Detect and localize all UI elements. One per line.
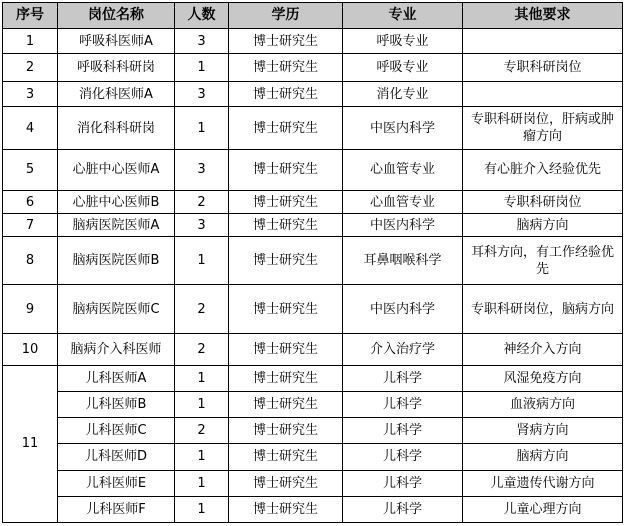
cell-major: 儿科学 (343, 496, 463, 522)
header-count: 人数 (175, 3, 229, 29)
cell-count: 3 (175, 82, 229, 107)
cell-requirements: 血液病方向 (463, 392, 623, 418)
cell-post: 消化科科研岗 (58, 107, 175, 149)
cell-post: 儿科医师E (58, 470, 175, 496)
cell-requirements (463, 29, 623, 54)
cell-post: 脑病医院医师B (58, 237, 175, 285)
cell-education: 博士研究生 (229, 285, 343, 333)
table-row (3, 190, 623, 213)
cell-post: 儿科医师A (58, 365, 175, 391)
cell-education: 博士研究生 (229, 214, 343, 237)
cell-no: 8 (3, 237, 58, 285)
cell-major: 消化专业 (343, 82, 463, 107)
cell-no: 4 (3, 107, 58, 149)
cell-requirements: 有心脏介入经验优先 (463, 149, 623, 190)
cell-requirements: 专职科研岗位 (463, 54, 623, 82)
cell-count: 1 (175, 496, 229, 522)
table-row (3, 29, 623, 54)
cell-major: 心血管专业 (343, 190, 463, 213)
cell-requirements: 专职科研岗位，脑病方向 (463, 285, 623, 333)
header-row (3, 3, 623, 29)
cell-education: 博士研究生 (229, 190, 343, 213)
cell-requirements: 脑病方向 (463, 214, 623, 237)
header-major: 专业 (343, 3, 463, 29)
cell-education: 博士研究生 (229, 54, 343, 82)
cell-post: 儿科医师C (58, 418, 175, 444)
cell-count: 1 (175, 470, 229, 496)
recruitment-table (2, 2, 623, 523)
cell-education: 博士研究生 (229, 333, 343, 365)
cell-major: 耳鼻咽喉科学 (343, 237, 463, 285)
cell-education: 博士研究生 (229, 82, 343, 107)
cell-major: 介入治疗学 (343, 333, 463, 365)
cell-no: 3 (3, 82, 58, 107)
table-row (3, 285, 623, 333)
table-row (3, 214, 623, 237)
table-row (3, 82, 623, 107)
cell-count: 2 (175, 285, 229, 333)
cell-requirements: 专职科研岗位 (463, 190, 623, 213)
cell-major: 中医内科学 (343, 285, 463, 333)
cell-education: 博士研究生 (229, 237, 343, 285)
table-row (3, 365, 623, 391)
header-requirements: 其他要求 (463, 3, 623, 29)
cell-requirements: 风湿免疫方向 (463, 365, 623, 391)
cell-major: 儿科学 (343, 470, 463, 496)
cell-major: 儿科学 (343, 365, 463, 391)
cell-post: 心脏中心医师A (58, 149, 175, 190)
cell-requirements: 脑病方向 (463, 444, 623, 470)
cell-post: 脑病医院医师C (58, 285, 175, 333)
cell-major: 呼吸专业 (343, 54, 463, 82)
cell-count: 3 (175, 214, 229, 237)
cell-requirements: 神经介入方向 (463, 333, 623, 365)
cell-post: 脑病介入科医师 (58, 333, 175, 365)
cell-major: 心血管专业 (343, 149, 463, 190)
cell-education: 博士研究生 (229, 29, 343, 54)
cell-education: 博士研究生 (229, 444, 343, 470)
cell-count: 1 (175, 365, 229, 391)
cell-major: 儿科学 (343, 418, 463, 444)
cell-post: 儿科医师B (58, 392, 175, 418)
cell-education: 博士研究生 (229, 496, 343, 522)
cell-requirements: 儿童遗传代谢方向 (463, 470, 623, 496)
header-no: 序号 (3, 3, 58, 29)
cell-count: 3 (175, 149, 229, 190)
cell-post: 脑病医院医师A (58, 214, 175, 237)
table-row (3, 54, 623, 82)
cell-count: 1 (175, 444, 229, 470)
cell-education: 博士研究生 (229, 392, 343, 418)
cell-post: 呼吸科科研岗 (58, 54, 175, 82)
cell-count: 1 (175, 392, 229, 418)
cell-count: 1 (175, 54, 229, 82)
cell-post: 心脏中心医师B (58, 190, 175, 213)
cell-major: 中医内科学 (343, 107, 463, 149)
table-row (3, 470, 623, 496)
table-row (3, 237, 623, 285)
cell-requirements: 儿童心理方向 (463, 496, 623, 522)
cell-count: 1 (175, 107, 229, 149)
cell-count: 3 (175, 29, 229, 54)
cell-no: 10 (3, 333, 58, 365)
cell-major: 儿科学 (343, 444, 463, 470)
header-post: 岗位名称 (58, 3, 175, 29)
table-row (3, 392, 623, 418)
table-row (3, 418, 623, 444)
cell-no: 2 (3, 54, 58, 82)
cell-education: 博士研究生 (229, 365, 343, 391)
cell-major: 儿科学 (343, 392, 463, 418)
cell-post: 儿科医师D (58, 444, 175, 470)
cell-requirements: 专职科研岗位，肝病或肿瘤方向 (463, 107, 623, 149)
cell-count: 1 (175, 237, 229, 285)
cell-no: 6 (3, 190, 58, 213)
cell-count: 2 (175, 418, 229, 444)
table-row (3, 496, 623, 522)
cell-requirements: 肾病方向 (463, 418, 623, 444)
cell-no: 5 (3, 149, 58, 190)
header-education: 学历 (229, 3, 343, 29)
cell-post: 儿科医师F (58, 496, 175, 522)
cell-no: 1 (3, 29, 58, 54)
cell-no: 11 (3, 365, 58, 522)
cell-major: 中医内科学 (343, 214, 463, 237)
cell-no: 9 (3, 285, 58, 333)
cell-no: 7 (3, 214, 58, 237)
table-row (3, 107, 623, 149)
cell-education: 博士研究生 (229, 470, 343, 496)
cell-education: 博士研究生 (229, 149, 343, 190)
cell-post: 呼吸科医师A (58, 29, 175, 54)
table-row (3, 333, 623, 365)
cell-major: 呼吸专业 (343, 29, 463, 54)
cell-education: 博士研究生 (229, 107, 343, 149)
cell-count: 2 (175, 333, 229, 365)
cell-post: 消化科医师A (58, 82, 175, 107)
cell-requirements (463, 82, 623, 107)
cell-education: 博士研究生 (229, 418, 343, 444)
cell-count: 2 (175, 190, 229, 213)
table-row (3, 444, 623, 470)
cell-requirements: 耳科方向，有工作经验优先 (463, 237, 623, 285)
table-row (3, 149, 623, 190)
